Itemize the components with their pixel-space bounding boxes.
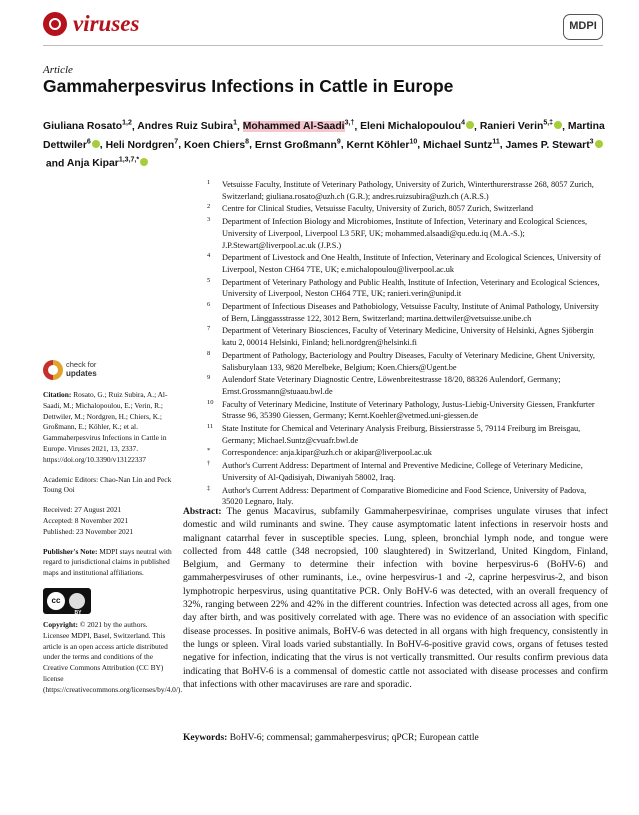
affiliation-item xyxy=(207,374,605,397)
copyright xyxy=(43,619,183,696)
check-for-updates-badge[interactable] xyxy=(43,358,103,382)
affiliation-item xyxy=(207,216,605,251)
affiliation-text: Department of Livestock and One Health, Institute of Infection, Veterinary and Ecological Sciences, University of Liverpool, Neston CH64 7TE, UK; e.michalopoulou@liverpool.ac.uk xyxy=(222,253,601,274)
affiliation-text: Department of Veterinary Pathology and Public Health, Institute of Infection, Veterinary and Ecological Sciences, University of Liverpool, Neston CH64 7TE, UK; ranieri.verin@unipd.it xyxy=(222,277,600,299)
abstract xyxy=(183,506,608,692)
keywords xyxy=(183,732,608,745)
affiliation-text: Faculty of Veterinary Medicine, Institute of Veterinary Pathology, Justus-Liebig-University Giessen, Frankfurter Strasse 96, 35390 Giessen, Germany; Kernt.Koehler@vetmed.uni-giessen.de xyxy=(222,399,595,421)
citation-block xyxy=(43,390,173,466)
published-date: Published: 23 November 2021 xyxy=(43,526,134,536)
author-affiliation-marker: 11 xyxy=(492,138,500,146)
affiliation-text: Department of Veterinary Biosciences, Faculty of Veterinary Medicine, University of Helsinki, Agnes Sjöbergin katu 2, 00014 Helsinki, Finland; heli.nordgren@helsinki.fi xyxy=(222,326,594,348)
author-separator: , xyxy=(562,121,568,133)
author-name: Giuliana Rosato xyxy=(43,121,123,133)
journal-name: viruses xyxy=(73,11,140,36)
affiliation-text: Vetsuisse Faculty, Institute of Veterinary Pathology, University of Zurich, Winterthurerstrasse 268, 8057 Zurich, Switzerland; giuliana.rosato@uzh.ch (G.R.); andres.ruizsubira@uzh.ch (A.R.S.) xyxy=(222,180,594,201)
author-separator: , xyxy=(474,121,480,133)
author-affiliation-marker: 3,† xyxy=(344,120,355,127)
article-title: Gammaherpesvirus Infections in Cattle in Europe xyxy=(43,76,454,96)
author[interactable] xyxy=(43,121,132,132)
check-updates-line2: updates xyxy=(66,369,97,378)
author-affiliation-marker: 7 xyxy=(174,138,179,146)
affiliation-text: Correspondence: anja.kipar@uzh.ch or akipar@liverpool.ac.uk xyxy=(222,448,432,458)
author-separator: , xyxy=(131,121,138,133)
cc-by-label: BY xyxy=(74,609,82,616)
author-affiliation-marker: 1,2 xyxy=(122,120,132,127)
affiliation-text: State Institute for Chemical and Veterinary Analysis Freiburg, Bissierstrasse 5, 79114 Freiburg im Breisgau, Germany; Michael.Suntz@cvuafr.bwl.de xyxy=(222,424,581,445)
author-name: Andres Ruiz Subira xyxy=(137,121,234,133)
author[interactable] xyxy=(347,140,418,151)
publisher-note xyxy=(43,547,173,579)
publisher-note-text: MDPI stays neutral with regard to jurisdictional claims in published maps and institutional affiliations. xyxy=(43,546,172,578)
cc-icon: cc xyxy=(47,592,65,610)
author-name: Michael Suntz xyxy=(423,139,493,151)
affiliation-item xyxy=(207,252,605,275)
author-separator: , xyxy=(99,139,106,151)
affiliation-text: Author's Current Address: Department of Internal and Preventive Medicine, College of Veterinary Medicine, University of Al-Qadisiyah, Diwaniyah 58002, Iraq. xyxy=(222,461,583,482)
keywords-label: Keywords: xyxy=(183,733,228,743)
citation-text: Rosato, G.; Ruiz Subira, A.; Al-Saadi, M.; Michalopoulou, E.; Verin, R.; Dettwiler, M.; Nordgren, H.; Chiers, K.; Großmann, E.; Köhler, K.; et al. Gammaherpesvirus Infections in Cattle in Europe. Viruses 2021, 13, 2337. https://doi.org/10.3390/v13122337 xyxy=(43,390,168,464)
orcid-icon[interactable] xyxy=(92,140,100,148)
affiliation-item xyxy=(207,203,605,215)
orcid-icon[interactable] xyxy=(140,158,148,166)
affiliation-text: Aulendorf State Veterinary Diagnostic Centre, Löwenbreitestrasse 18/20, 88326 Aulendorf, Germany; Ernst.Grossmann@stuaau.bwl.de xyxy=(222,375,561,396)
sidebar-metadata xyxy=(43,390,183,705)
affiliation-number: † xyxy=(207,460,211,468)
citation-label: Citation: xyxy=(43,390,72,399)
affiliation-number: 4 xyxy=(207,252,211,260)
header-rule xyxy=(43,45,603,46)
author-separator: , xyxy=(249,139,255,151)
author-affiliation-marker: 3 xyxy=(589,138,594,146)
affiliation-text: Department of Pathology, Bacteriology and Poultry Diseases, Faculty of Veterinary Medicine, Ghent University, Salisburylaan 133, 9820 Merelbeke, Belgium; Koen.Chiers@Ugent.be xyxy=(222,350,595,372)
author-name: James P. Stewart xyxy=(505,139,590,151)
copyright-label: Copyright: xyxy=(43,619,78,629)
affiliation-item xyxy=(207,325,605,348)
author[interactable] xyxy=(243,121,355,132)
affiliation-number: 1 xyxy=(207,179,211,186)
author-separator: , xyxy=(236,121,243,133)
journal-logo xyxy=(43,10,183,38)
author-name: Eleni Michalopoulou xyxy=(360,121,462,133)
affiliation-item xyxy=(207,460,605,483)
affiliation-number: 9 xyxy=(207,374,211,382)
author-name: Kernt Köhler xyxy=(346,139,410,151)
author-name: Heli Nordgren xyxy=(105,139,175,151)
affiliation-number: * xyxy=(207,447,211,455)
affiliation-item xyxy=(207,301,605,324)
virus-icon xyxy=(43,12,67,36)
author-affiliation-marker: 1,3,7,* xyxy=(118,156,140,164)
author-list xyxy=(43,116,608,171)
abstract-text: The genus Macavirus, subfamily Gammaherpesvirinae, comprises ungulate viruses that infect domestic and wild ruminants and swine. They cause asymptomatic latent infections in reservoir hosts and malignant catarrhal fever in susceptible species. Lung, spleen, bronchial lymph node, and tongue were collected from 448 cattle (348 necropsied, 100 slaughtered) in Switzerland, United Kingdom, Finland, Belgium, and Germany to determine their infection with bovine herpesvirus-6 (BoHV-6) and gammaherpesviruses of other ruminants, i.e., ovine herpesvirus-1 and -2, caprine herpesvirus-2, and bison lymphotropic herpesvirus, using quantitative PCR. Only BoHV-6 was detected, with an overall frequency of 32%, ranging between 22% and 42% in the different countries. Infection was detected across all ages, from one day after birth, and was positively correlated with age. There was no evidence of an association with specific disease processes. In positive animals, BoHV-6 was detected in all organs with high frequency, consistently in the lungs or spleen. Viral loads varied substantially. In BoHV-6-positive gravid cows, organs of fetuses tested negative for infection, indicating that the virus is not vertically transmitted. Our results confirm previous data indicating that BoHV-6 is a commensal of domestic cattle not associated with disease processes and confirm that infections with other macaviruses are rare and sporadic. xyxy=(183,507,608,690)
affiliation-text: Author's Current Address: Department of Comparative Biomedicine and Food Science, University of Padova, 35020 Legnaro, Italy. xyxy=(222,485,587,507)
author-separator: , xyxy=(340,139,347,151)
author-name: Koen Chiers xyxy=(183,139,246,151)
author-separator: , xyxy=(354,121,361,133)
affiliation-number: 11 xyxy=(207,423,214,431)
affiliation-number: 2 xyxy=(207,203,211,211)
copyright-text: © 2021 by the authors. Licensee MDPI, Basel, Switzerland. This article is an open access article distributed under the terms and conditions of the Creative Commons Attribution (CC BY) license (https://creativecommons.org/licenses/by/4.0/). xyxy=(43,619,183,694)
check-updates-icon xyxy=(43,360,63,380)
affiliation-number: 10 xyxy=(207,398,214,406)
affiliation-number: 3 xyxy=(207,216,211,224)
affiliation-item xyxy=(207,447,605,459)
author-affiliation-marker: 1 xyxy=(233,120,237,127)
check-updates-line1: check for xyxy=(66,360,97,369)
affiliation-text: Department of Infectious Diseases and Pathobiology, Vetsuisse Faculty, Institute of Animal Pathology, University of Bern, Länggassstrasse 122, 3012 Bern, Switzerland; martina.dettwiler@vetsuisse.unibe.ch xyxy=(222,302,599,323)
author[interactable] xyxy=(506,140,603,151)
affiliation-number: 6 xyxy=(207,301,211,309)
affiliation-number: 7 xyxy=(207,325,211,333)
publisher-note-label: Publisher's Note: xyxy=(43,546,98,556)
author-affiliation-marker: 8 xyxy=(245,138,250,146)
author[interactable] xyxy=(360,121,474,132)
publisher-logo: MDPI xyxy=(563,14,603,40)
author[interactable] xyxy=(137,121,237,132)
author-name: Martina Dettwiler xyxy=(43,121,605,151)
author-name: Mohammed Al-Saadi xyxy=(242,121,345,133)
author-separator: , xyxy=(417,139,424,151)
author-name: Anja Kipar xyxy=(66,158,119,170)
author-affiliation-marker: 5,‡ xyxy=(543,120,554,127)
author[interactable] xyxy=(255,140,341,151)
author-separator: , xyxy=(499,139,506,151)
orcid-icon[interactable] xyxy=(595,140,603,148)
keywords-text: BoHV-6; commensal; gammaherpesvirus; qPCR; European cattle xyxy=(229,733,479,743)
dates xyxy=(43,505,173,537)
author-name: Ranieri Verin xyxy=(479,121,544,133)
abstract-label: Abstract: xyxy=(183,507,222,517)
author-separator: and xyxy=(43,158,67,170)
affiliation-item xyxy=(207,485,605,508)
affiliations xyxy=(207,179,605,509)
author-affiliation-marker: 4 xyxy=(461,120,466,127)
affiliation-number: ‡ xyxy=(207,484,211,492)
article-type: Article xyxy=(43,64,73,76)
received-date: Received: 27 August 2021 xyxy=(43,505,122,515)
affiliation-number: 5 xyxy=(207,276,211,284)
person-icon xyxy=(69,593,85,609)
affiliation-item xyxy=(207,277,605,300)
author[interactable] xyxy=(184,140,249,151)
author-affiliation-marker: 6 xyxy=(86,138,91,146)
accepted-date: Accepted: 8 November 2021 xyxy=(43,515,129,525)
affiliation-number: 8 xyxy=(207,349,211,357)
cc-by-license-icon[interactable] xyxy=(43,588,91,614)
author[interactable] xyxy=(106,140,179,151)
author-name: Ernst Großmann xyxy=(254,139,337,151)
author-affiliation-marker: 9 xyxy=(336,138,341,146)
orcid-icon[interactable] xyxy=(554,121,562,129)
affiliation-item xyxy=(207,423,605,446)
author[interactable] xyxy=(423,140,500,151)
affiliation-text: Department of Infection Biology and Microbiomes, Institute of Infection, Veterinary and Ecological Sciences, University of Liverpool, Liverpool L3 5RF, UK; mohammed.alsaadi@qu.edu.iq (M.A.-S.); J.P.Stewart@liverpool.ac.uk (J.P.S.) xyxy=(222,217,588,250)
affiliation-item xyxy=(207,350,605,373)
author-affiliation-marker: 10 xyxy=(409,138,418,146)
academic-editors: Academic Editors: Chao-Nan Lin and Peck Toung Ooi xyxy=(43,474,172,495)
author[interactable] xyxy=(480,121,562,132)
orcid-icon[interactable] xyxy=(466,121,474,129)
affiliation-item xyxy=(207,179,605,202)
affiliation-text: Centre for Clinical Studies, Vetsuisse Faculty, University of Zurich, 8057 Zurich, Switzerland xyxy=(222,204,534,214)
affiliation-item xyxy=(207,399,605,422)
author[interactable] xyxy=(67,158,148,169)
author-separator: , xyxy=(178,139,184,151)
